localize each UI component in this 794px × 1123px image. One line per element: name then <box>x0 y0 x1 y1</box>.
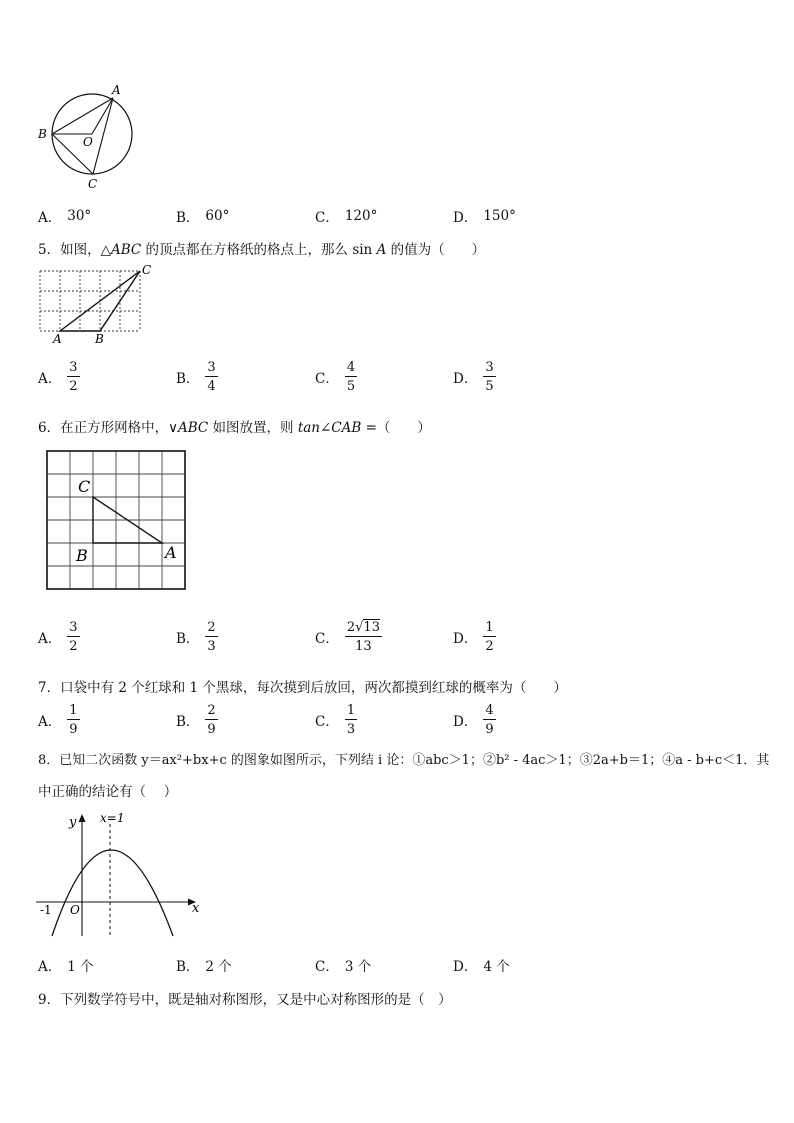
q6-option-a[interactable]: A． $\frac{3}{2}$ <box>38 620 78 654</box>
sqrt-sign: √ <box>355 620 364 635</box>
q8-option-a[interactable]: A． 1 个 <box>38 959 94 975</box>
q4-option-a[interactable]: A． 30° <box>38 208 92 226</box>
q6-option-c[interactable]: C． $\frac{2√13}{13}$ <box>315 620 380 654</box>
q8-option-b[interactable]: B． 2 个 <box>176 959 232 975</box>
q5-label-B: B <box>95 332 104 346</box>
q4-label-A: A <box>112 83 121 97</box>
q5-option-a[interactable]: A． $\frac{3}{2}$ <box>38 360 78 394</box>
q4-options <box>38 196 738 236</box>
q6-stem: 6．在正方形网格中，∨ABC 如图放置，则 tan∠CAB =（ ） <box>38 420 431 436</box>
q7-option-a[interactable]: A． $\frac{1}{9}$ <box>38 703 78 737</box>
q4-option-b[interactable]: B． 60° <box>176 208 230 226</box>
q4-label-C: C <box>88 177 98 191</box>
q6-grid-figure <box>44 448 190 592</box>
q5-label-C: C <box>142 263 152 277</box>
q5-grid-figure <box>34 262 164 346</box>
q7-option-c[interactable]: C． $\frac{1}{3}$ <box>315 703 356 737</box>
q4-circle-figure <box>30 80 145 195</box>
q6-label-B: B <box>76 546 88 565</box>
q8-stem-line2: 中正确的结论有（ ） <box>38 784 178 800</box>
q4-label-B: B <box>38 127 47 141</box>
q8-option-c[interactable]: C． 3 个 <box>315 959 372 975</box>
q9-stem: 9．下列数学符号中，既是轴对称图形，又是中心对称图形的是（ ） <box>38 992 452 1008</box>
q8-option-d[interactable]: D． 4 个 <box>453 959 510 975</box>
q5-option-b[interactable]: B． $\frac{3}{4}$ <box>176 360 216 394</box>
q7-option-d[interactable]: D． $\frac{4}{9}$ <box>453 703 494 737</box>
q8-stem-line1: 8．已知二次函数 y＝ax²+bx+c 的图象如图所示，下列结 i 论：①abc＞1；②b² - 4ac＞1；③2a+b＝1；④a - b+c＜1．其 <box>38 753 770 768</box>
q7-stem: 7．口袋中有 2 个红球和 1 个黑球，每次摸到后放回，两次都摸到红球的概率为（ ） <box>38 680 567 696</box>
q6-options <box>38 617 738 657</box>
q8-label-O: O <box>70 903 80 917</box>
q8-options <box>38 945 738 985</box>
q7-options <box>38 700 738 740</box>
q5-label-A: A <box>53 332 62 346</box>
q7-option-b[interactable]: B． $\frac{2}{9}$ <box>176 703 216 737</box>
q5-option-c[interactable]: C． $\frac{4}{5}$ <box>315 360 356 394</box>
q8-parabola-figure <box>30 806 210 940</box>
q6-option-b[interactable]: B． $\frac{2}{3}$ <box>176 620 216 654</box>
q5-stem: 5．如图，△ABC 的顶点都在方格纸的格点上，那么 sin A 的值为（ ） <box>38 242 486 258</box>
q8-label-axis: x=1 <box>100 811 125 825</box>
q6-label-A: A <box>165 543 177 562</box>
q4-option-d[interactable]: D． 150° <box>453 208 516 226</box>
q8-label-x: x <box>192 901 200 916</box>
q5-options <box>38 357 738 397</box>
q8-label-neg1: -1 <box>40 903 52 917</box>
q8-label-y: y <box>69 815 77 830</box>
q4-label-O: O <box>83 135 93 149</box>
q4-option-c[interactable]: C． 120° <box>315 208 378 226</box>
q5-option-d[interactable]: D． $\frac{3}{5}$ <box>453 360 494 394</box>
q6-option-d[interactable]: D． $\frac{1}{2}$ <box>453 620 494 654</box>
q6-label-C: C <box>78 477 91 496</box>
